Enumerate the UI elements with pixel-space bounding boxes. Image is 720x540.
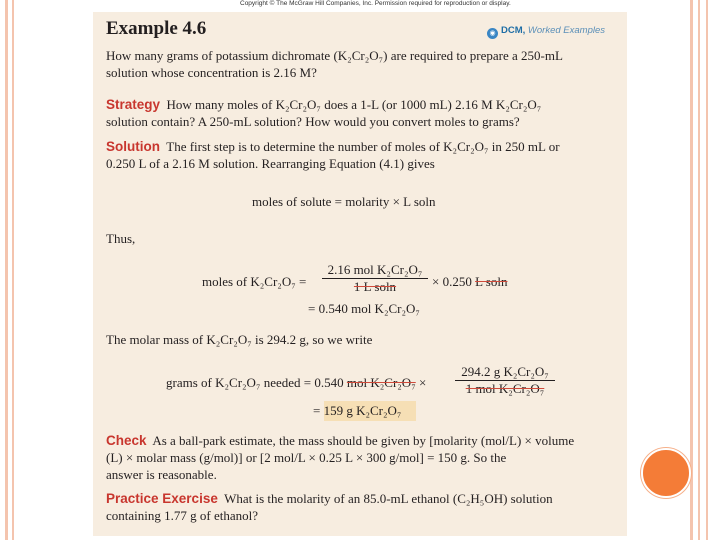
cancelled-l-soln: L soln xyxy=(475,274,508,289)
moles-lhs: moles of K₂Cr₂O₇ = xyxy=(202,274,307,289)
solution-text-1: The first step is to determine the number of moles of K₂Cr₂O₇ in 250 mL or xyxy=(166,139,560,154)
fraction-molar-mass xyxy=(455,364,555,397)
check-line-1 xyxy=(106,432,574,450)
check-line-3: answer is reasonable. xyxy=(106,467,217,482)
cd-icon: ◉ xyxy=(487,28,498,39)
solution-label: Solution xyxy=(106,139,160,154)
cancelled-mol: mol K₂Cr₂O₇ xyxy=(346,375,416,390)
example-title: Example 4.6 xyxy=(106,18,207,39)
decorative-orange-circle xyxy=(641,448,691,498)
dcm-label: Worked Examples xyxy=(527,25,606,36)
practice-line-1 xyxy=(106,490,553,508)
practice-label: Practice Exercise xyxy=(106,491,218,506)
slide-border-right-1 xyxy=(690,0,693,540)
problem-line-1: How many grams of potassium dichromate (K₂Cr₂O₇) are required to prepare a 250-mL xyxy=(106,48,563,63)
slide-border-left-outer xyxy=(5,0,8,540)
moles-result: = 0.540 mol K₂Cr₂O₇ xyxy=(308,301,420,316)
check-text-1: As a ball-park estimate, the mass should be given by [molarity (mol/L) × volume xyxy=(152,433,575,448)
slide-border-right-3 xyxy=(706,0,708,540)
slide-border-left-inner xyxy=(12,0,14,540)
copyright-notice: Copyright © The McGraw Hill Companies, Inc. Permission required for reproduction or display. xyxy=(240,0,511,7)
grams-lhs: grams of K₂Cr₂O₇ needed = 0.540 mol K₂Cr₂O₇ × xyxy=(166,375,427,390)
fraction-molarity-denominator: 1 L soln xyxy=(353,279,397,294)
strategy-line-1 xyxy=(106,96,541,114)
molar-mass-text: The molar mass of K₂Cr₂O₇ is 294.2 g, so we write xyxy=(106,332,373,347)
strategy-line-2: solution contain? A 250-mL solution? How would you convert moles to grams? xyxy=(106,114,520,129)
equation-moles-of-solute: moles of solute = molarity × L soln xyxy=(252,194,436,209)
check-label: Check xyxy=(106,433,147,448)
solution-line-2: 0.250 L of a 2.16 M solution. Rearranging Equation (4.1) gives xyxy=(106,156,435,171)
problem-line-2: solution whose concentration is 2.16 M? xyxy=(106,65,317,80)
dcm-brand: DCM, xyxy=(501,25,526,36)
fraction-molarity xyxy=(322,262,428,295)
fraction-molar-mass-numerator: 294.2 g K₂Cr₂O₇ xyxy=(455,364,555,381)
dcm-badge[interactable] xyxy=(487,25,605,39)
times-volume: × 0.250 L soln xyxy=(432,274,508,289)
strategy-label: Strategy xyxy=(106,97,161,112)
check-line-2: (L) × molar mass (g/mol)] or [2 mol/L × 0.25 L × 300 g/mol] = 150 g. So the xyxy=(106,450,507,465)
practice-text-1: What is the molarity of an 85.0-mL ethanol (C₂H₅OH) solution xyxy=(224,491,553,506)
answer-result: = 159 g K₂Cr₂O₇ xyxy=(313,403,402,418)
fraction-molarity-numerator: 2.16 mol K₂Cr₂O₇ xyxy=(322,262,428,279)
practice-line-2: containing 1.77 g of ethanol? xyxy=(106,508,258,523)
fraction-molar-mass-denominator: 1 mol K₂Cr₂O₇ xyxy=(465,381,545,396)
solution-line-1 xyxy=(106,138,560,156)
slide-border-right-2 xyxy=(698,0,700,540)
strategy-text-1: How many moles of K₂Cr₂O₇ does a 1-L (or 1000 mL) 2.16 M K₂Cr₂O₇ xyxy=(166,97,542,112)
thus-text: Thus, xyxy=(106,231,136,246)
